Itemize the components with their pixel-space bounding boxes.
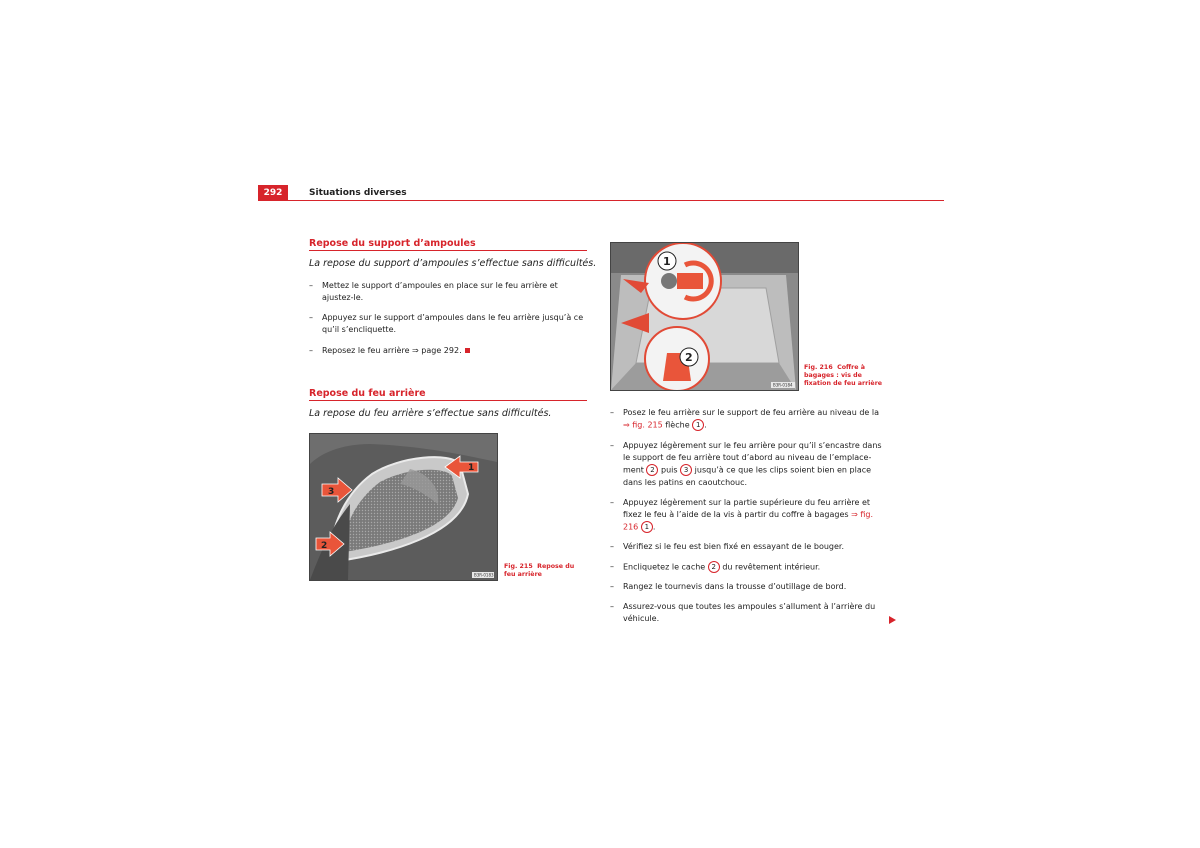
page-number: 292: [258, 185, 288, 201]
svg-text:1: 1: [468, 463, 475, 473]
section-rule: [309, 250, 587, 251]
figure-215-image: [309, 433, 498, 581]
list-item: [309, 312, 589, 336]
section-intro: La repose du feu arrière s’effectue sans difficultés.: [309, 408, 552, 419]
list-item: – Assurez-vous que toutes les ampoules s’allument à l’arrière du véhicule.: [610, 602, 876, 623]
figure-code: B3R-0184: [773, 382, 793, 388]
section-end-mark: [465, 348, 470, 353]
callout-number: 1: [692, 419, 704, 431]
caption-number: Fig. 215: [504, 563, 533, 570]
figure-216-image: [610, 242, 799, 391]
figure-link[interactable]: ⇒ fig. 216: [623, 510, 873, 532]
figure-215-caption: [504, 563, 586, 579]
callout-number: 2: [708, 561, 720, 573]
callout-number: 3: [680, 464, 692, 476]
callout-number: 2: [646, 464, 658, 476]
continue-arrow-icon: [889, 616, 896, 624]
caption-text: Coffre à bagages : vis de fixation de feu arrière: [804, 364, 883, 388]
header-rule: [258, 200, 944, 201]
step-text: Mettez le support d’ampoules en place sur le feu arrière et ajustez-le.: [322, 281, 558, 302]
caption-number: Fig. 216: [804, 364, 833, 371]
list-dash: –: [309, 281, 313, 290]
caption-text: Repose du feu arrière: [504, 563, 575, 579]
list-item: – Vérifiez si le feu est bien fixé en essayant de le bouger.: [610, 542, 845, 551]
figure-216-caption: [804, 364, 888, 389]
list-item: – Appuyez légèrement sur le feu arrière pour qu’il s’encastre dans le support de feu arrière tout d’abord au niveau de l’emplace-ment 2 puis 3 jusqu’à ce que les clips soient bien en place dans les patins en caoutchouc.: [610, 441, 882, 487]
list-item: – Posez le feu arrière sur le support de feu arrière au niveau de la ⇒ fig. 215 flèche 1 .: [610, 408, 879, 430]
list-item: [309, 280, 589, 304]
list-dash: –: [309, 346, 313, 355]
svg-text:2: 2: [685, 351, 693, 364]
section-title-feu: Repose du feu arrière: [309, 388, 426, 399]
section-rule: [309, 400, 587, 401]
figure-code: B3R-0183: [474, 572, 494, 578]
figure-link[interactable]: ⇒ fig. 215: [623, 420, 663, 430]
list-dash: –: [309, 313, 313, 322]
chapter-title: Situations diverses: [309, 188, 407, 198]
section-title-ampoules: Repose du support d’ampoules: [309, 238, 476, 249]
taillight-illustration: [310, 434, 497, 580]
list-item: [309, 345, 589, 357]
screw-detail-1: [645, 243, 721, 319]
svg-text:3: 3: [328, 487, 335, 497]
callout-number: 1: [641, 521, 653, 533]
list-item: – Rangez le tournevis dans la trousse d’outillage de bord.: [610, 582, 847, 591]
section-intro: La repose du support d’ampoules s’effectue sans difficultés.: [309, 258, 597, 269]
step-text: Appuyez sur le support d’ampoules dans le feu arrière jusqu’à ce qu’il s’encliquette.: [322, 313, 584, 334]
step-text: Reposez le feu arrière ⇒ page 292.: [322, 346, 462, 355]
screw-detail-2: [645, 327, 709, 390]
svg-text:1: 1: [663, 255, 671, 268]
list-item: – Appuyez légèrement sur la partie supérieure du feu arrière et fixez le feu à l’aide de la vis à partir du coffre à bagages ⇒ fig. 216 1 .: [610, 498, 873, 532]
list-item: – Encliquetez le cache 2 du revêtement intérieur.: [610, 562, 821, 572]
svg-text:2: 2: [321, 541, 328, 551]
trunk-illustration: [611, 243, 798, 390]
